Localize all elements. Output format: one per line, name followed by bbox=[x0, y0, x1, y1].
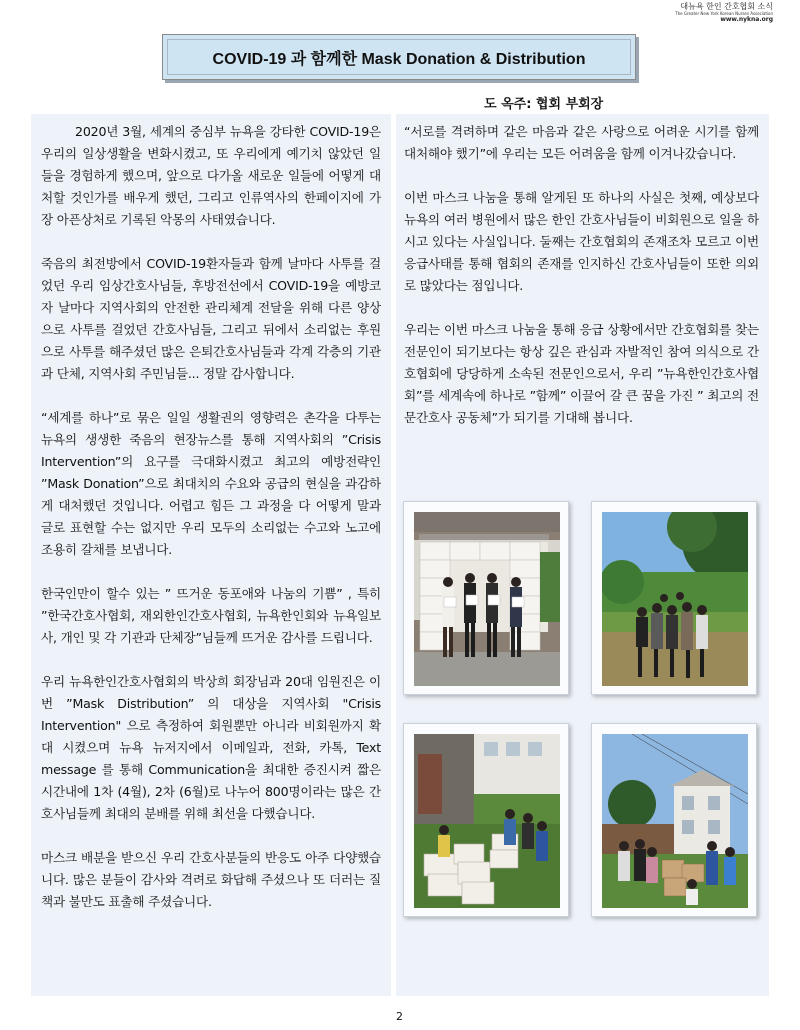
photo-group-in-park bbox=[591, 501, 757, 695]
header-website: www.nykna.org bbox=[720, 16, 773, 23]
photo-four-nurses-with-mask-boxes bbox=[403, 501, 569, 695]
paragraph: 죽음의 최전방에서 COVID-19환자들과 함께 날마다 사투를 걸었던 우리 임상간호사님들, 후방전선에서 COVID-19을 예방코자 날마다 지역사회의 안전한 관리체계 전달을 위해 다른 양상으로 사투를 걸었던 간호사님들, 그리고 뒤에서 소리없는 후원으로 사투를 해주셨던 많은 은퇴간호사님들과 각계 각층의 기관과 단체, 지역사회 주민님들... 정말 감사합니다. bbox=[41, 256, 381, 381]
photo-image bbox=[602, 734, 748, 908]
paragraph: 우리 뉴욕한인간호사협회의 박상희 회장님과 20대 임원진은 이번 ”Mask Distribution” 의 대상을 지역사회 "Crisis Intervention" 으로 측정하여 회원뿐만 아니라 비회원까지 확대 시켰으며 뉴욕 뉴저지에서 이메일과, 전화, 카톡, Text message 를 통해 Communication을 최대한 증진시켜 짧은 시간내에 1차 (4월), 2차 (6월)로 나누어 800명이라는 많은 간호사님들께 최대의 분배를 위해 최선을 다했습니다. bbox=[41, 674, 381, 821]
paragraph: “세계를 하나”로 묶은 일일 생활권의 영향력은 촌각을 다투는 뉴욕의 생생한 죽음의 현장뉴스를 통해 지역사회의 ”Crisis Intervention”의 요구를 극대화시켰고 최고의 예방전략인 ”Mask Donation”으로 최대치의 수요와 공급의 현실을 과감하게 대처했던 것입니다. 어렵고 힘든 그 과정을 다 어떻게 말과 글로 표현할 수는 없지만 우리 모두의 소리없는 수고와 노고에 조용히 갈채를 보냅니다. bbox=[41, 410, 381, 557]
paragraph: “서로를 격려하며 같은 마음과 같은 사랑으로 어려운 시기를 함께 대처해야 했기”에 우리는 모든 어려움을 함께 이겨나갔습니다. bbox=[404, 124, 759, 161]
left-text-column bbox=[31, 114, 391, 996]
newsletter-header bbox=[675, 3, 773, 23]
header-org-korean: 대뉴욕 한인 간호협회 소식 bbox=[680, 2, 773, 11]
article-author: 도 옥주: 협회 부회장 bbox=[484, 97, 604, 112]
photo-volunteers-sorting-boxes bbox=[403, 723, 569, 917]
paragraph: 2020년 3월, 세계의 중심부 뉴욕을 강타한 COVID-19은 우리의 일상생활을 변화시켰고, 또 우리에게 예기치 않았던 일들을 경험하게 했으며, 앞으로 다가올 새로운 일들에 어떻게 대처할 것인가를 배우게 했던, 그리고 인류역사의 한페이지에 가장 아픈상처로 기록된 악몽의 사태였습니다. bbox=[41, 124, 381, 227]
photo-image bbox=[602, 512, 748, 686]
page-number: 2 bbox=[396, 1010, 403, 1023]
paragraph: 우리는 이번 마스크 나눔을 통해 응급 상황에서만 간호협회를 찾는 전문인이 되기보다는 항상 깊은 관심과 자발적인 참여 의식으로 간호협회에 당당하게 소속된 전문인으로서, 우리 ”뉴욕한인간호사협회”를 세계속에 하나로 ”함께” 이끌어 갈 큰 꿈을 가진 ” 최고의 전문간호사 공동체”가 되기를 기대해 봅니다. bbox=[404, 322, 759, 425]
paragraph: 마스크 배분을 받으신 우리 간호사분들의 반응도 아주 다양했습니다. 많은 분들이 감사와 격려로 화답해 주셨으나 또 더러는 질책과 불만도 표출해 주셨습니다. bbox=[41, 850, 381, 909]
photo-image bbox=[414, 512, 560, 686]
header-org-english: The Greater New York Korean Nurses Association bbox=[675, 11, 773, 16]
photo-image bbox=[414, 734, 560, 908]
photo-group-in-backyard bbox=[591, 723, 757, 917]
paragraph: 이번 마스크 나눔을 통해 알게된 또 하나의 사실은 첫째, 예상보다 뉴욕의 여러 병원에서 많은 한인 간호사님들이 비회원으로 일을 하시고 있다는 사실입니다. 둘째는 간호협회의 존재조차 모르고 이번 응급사태를 통해 협회의 존재를 인지하신 간호사님들이 또한 의외로 많았다는 점입니다. bbox=[404, 190, 759, 293]
paragraph: 한국인만이 할수 있는 ” 뜨거운 동포애와 나눔의 기쁨” , 특히 ”한국간호사협회, 재외한인간호사협회, 뉴욕한인회와 뉴욕일보사, 개인 및 각 기관과 단체장”님들께 뜨거운 감사를 드립니다. bbox=[41, 586, 381, 645]
article-title-box bbox=[162, 34, 636, 80]
article-title: COVID-19 과 함께한 Mask Donation & Distribution bbox=[212, 50, 586, 68]
